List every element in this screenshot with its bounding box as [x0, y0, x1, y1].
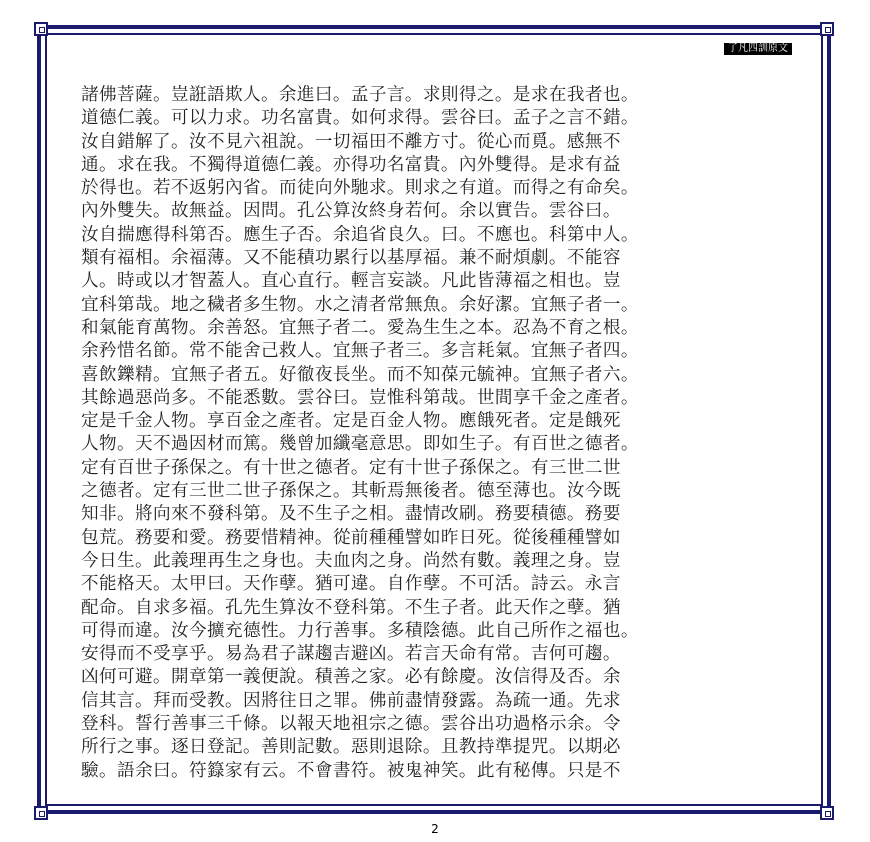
- text-line: 通。求在我。不獨得道德仁義。亦得功名富貴。內外雙得。是求有益: [81, 154, 621, 175]
- body-text: [81, 84, 791, 783]
- text-line: 汝自揣應得科第否。應生子否。余追省良久。曰。不應也。科第中人。: [81, 224, 639, 245]
- text-line: 其餘過惡尚多。不能悉數。雲谷曰。豈惟科第哉。世間享千金之產者。: [81, 387, 639, 408]
- text-line: 定是千金人物。享百金之產者。定是百金人物。應餓死者。定是餓死: [81, 411, 621, 432]
- text-line: 和氣能育萬物。余善怒。宜無子者二。愛為生生之本。忍為不育之根。: [81, 317, 639, 338]
- text-line: 驗。語余曰。符籙家有云。不會書符。被鬼神笑。此有秘傳。只是不: [81, 760, 621, 781]
- text-line: 內外雙失。故無益。因問。孔公算汝終身若何。余以實告。雲谷曰。: [81, 201, 621, 222]
- text-line: 余矜惜名節。常不能舍己救人。宜無子者三。多言耗氣。宜無子者四。: [81, 341, 639, 362]
- text-line: 安得而不受享乎。易為君子謀趨吉避凶。若言天命有常。吉何可趨。: [81, 644, 621, 665]
- text-line: 配命。自求多福。孔先生算汝不登科第。不生子者。此天作之孽。猶: [81, 597, 621, 618]
- corner-ornament-top-left: [34, 22, 48, 36]
- text-line: 可得而違。汝今擴充德性。力行善事。多積陰德。此自己所作之福也。: [81, 620, 639, 641]
- text-line: 諸佛菩薩。豈誑語欺人。余進曰。孟子言。求則得之。是求在我者也。: [81, 85, 639, 105]
- text-line: 喜飲鑠精。宜無子者五。好徹夜長坐。而不知葆元毓神。宜無子者六。: [81, 364, 639, 385]
- text-line: 登科。誓行善事三千條。以報天地祖宗之德。雲谷出功過格示余。令: [81, 714, 621, 735]
- corner-ornament-top-right: [820, 22, 834, 36]
- text-line: 宜科第哉。地之穢者多生物。水之清者常無魚。余好潔。宜無子者一。: [81, 294, 639, 315]
- page-number: 2: [431, 822, 439, 836]
- text-line: 凶何可避。開章第一義便說。積善之家。必有餘慶。汝信得及否。余: [81, 667, 621, 688]
- text-line: 之德者。定有三世二世子孫保之。其斬焉無後者。德至薄也。汝今既: [81, 481, 621, 502]
- text-line: 知非。將向來不發科第。及不生子之相。盡情改刷。務要積德。務要: [81, 504, 621, 525]
- corner-ornament-bottom-right: [820, 806, 834, 820]
- text-line: 人物。天不過因材而篤。幾曾加纖毫意思。即如生子。有百世之德者。: [81, 434, 639, 455]
- text-line: 所行之事。逐日登記。善則記數。惡則退除。且教持準提咒。以期必: [81, 737, 621, 758]
- text-line: 於得也。若不返躬內省。而徒向外馳求。則求之有道。而得之有命矣。: [81, 178, 639, 199]
- text-line: 今日生。此義理再生之身也。夫血肉之身。尚然有數。義理之身。豈: [81, 550, 621, 571]
- text-line: 道德仁義。可以力求。功名富貴。如何求得。雲谷曰。孟子之言不錯。: [81, 108, 639, 129]
- header-badge: 了凡四訓原文: [724, 43, 792, 55]
- text-line: 類有福相。余福薄。又不能積功累行以基厚福。兼不耐煩劇。不能容: [81, 248, 621, 269]
- text-line: 信其言。拜而受教。因將往日之罪。佛前盡情發露。為疏一通。先求: [81, 690, 621, 711]
- text-line: 人。時或以才智蓋人。直心直行。輕言妄談。凡此皆薄福之相也。豈: [81, 271, 621, 292]
- text-line: 汝自錯解了。汝不見六祖說。一切福田不離方寸。從心而覓。感無不: [81, 131, 621, 152]
- text-line: 不能格天。太甲曰。天作孽。猶可違。自作孽。不可活。詩云。永言: [81, 574, 621, 595]
- text-line: 包荒。務要和愛。務要惜精神。從前種種譬如昨日死。從後種種譬如: [81, 527, 621, 548]
- text-line: 定有百世子孫保之。有十世之德者。定有十世子孫保之。有三世二世: [81, 457, 621, 478]
- corner-ornament-bottom-left: [34, 806, 48, 820]
